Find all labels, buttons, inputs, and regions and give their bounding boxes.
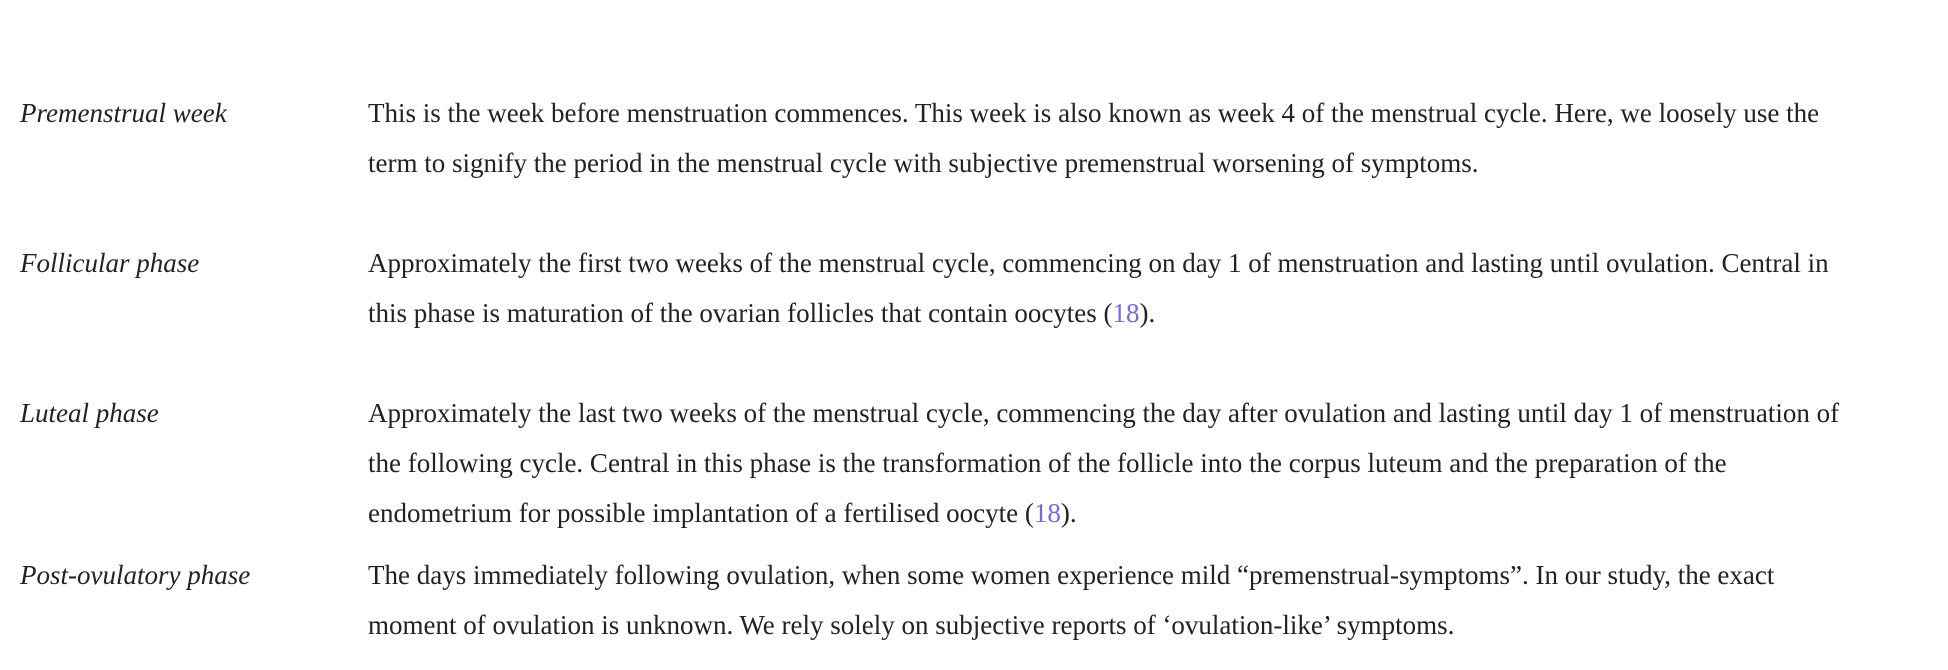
definition-line-text: this phase is maturation of the ovarian follicles that contain oocytes (	[368, 298, 1113, 328]
term-label: Premenstrual week	[20, 98, 227, 128]
definition-line: This is the week before menstruation commences. This week is also known as week 4 of the menstrual cycle. Here, we loosely use the	[368, 98, 1820, 128]
reference-link-18[interactable]: 18	[1112, 298, 1140, 328]
definition-text	[368, 238, 1933, 338]
definition-line: Approximately the last two weeks of the menstrual cycle, commencing the day after ovulation and lasting until day 1 of menstruation of	[368, 398, 1840, 428]
term-label: Follicular phase	[20, 248, 200, 278]
definition-line: The days immediately following ovulation, when some women experience mild “premenstrual-symptoms”. In our study, the exact	[368, 560, 1775, 590]
definition-text	[368, 388, 1933, 538]
definition-line: Approximately the first two weeks of the menstrual cycle, commencing on day 1 of menstruation and lasting until ovulation. Central in	[368, 248, 1829, 278]
definition-line-tail: ).	[1060, 498, 1077, 528]
definition-line: the following cycle. Central in this phase is the transformation of the follicle into the corpus luteum and the preparation of the	[368, 448, 1727, 478]
reference-link-18[interactable]: 18	[1033, 498, 1061, 528]
term-label: Post-ovulatory phase	[20, 560, 251, 590]
definition-text	[368, 88, 1933, 188]
definition-line-text: endometrium for possible implantation of a fertilised oocyte (	[368, 498, 1034, 528]
definition-line: term to signify the period in the menstrual cycle with subjective premenstrual worsening of symptoms.	[368, 148, 1479, 178]
definition-text	[368, 550, 1933, 650]
definition-line: moment of ovulation is unknown. We rely solely on subjective reports of ‘ovulation-like’ symptoms.	[368, 610, 1455, 640]
term-label: Luteal phase	[20, 398, 159, 428]
definition-line-tail: ).	[1139, 298, 1156, 328]
definition-line	[368, 288, 1933, 338]
definition-line	[368, 488, 1933, 538]
